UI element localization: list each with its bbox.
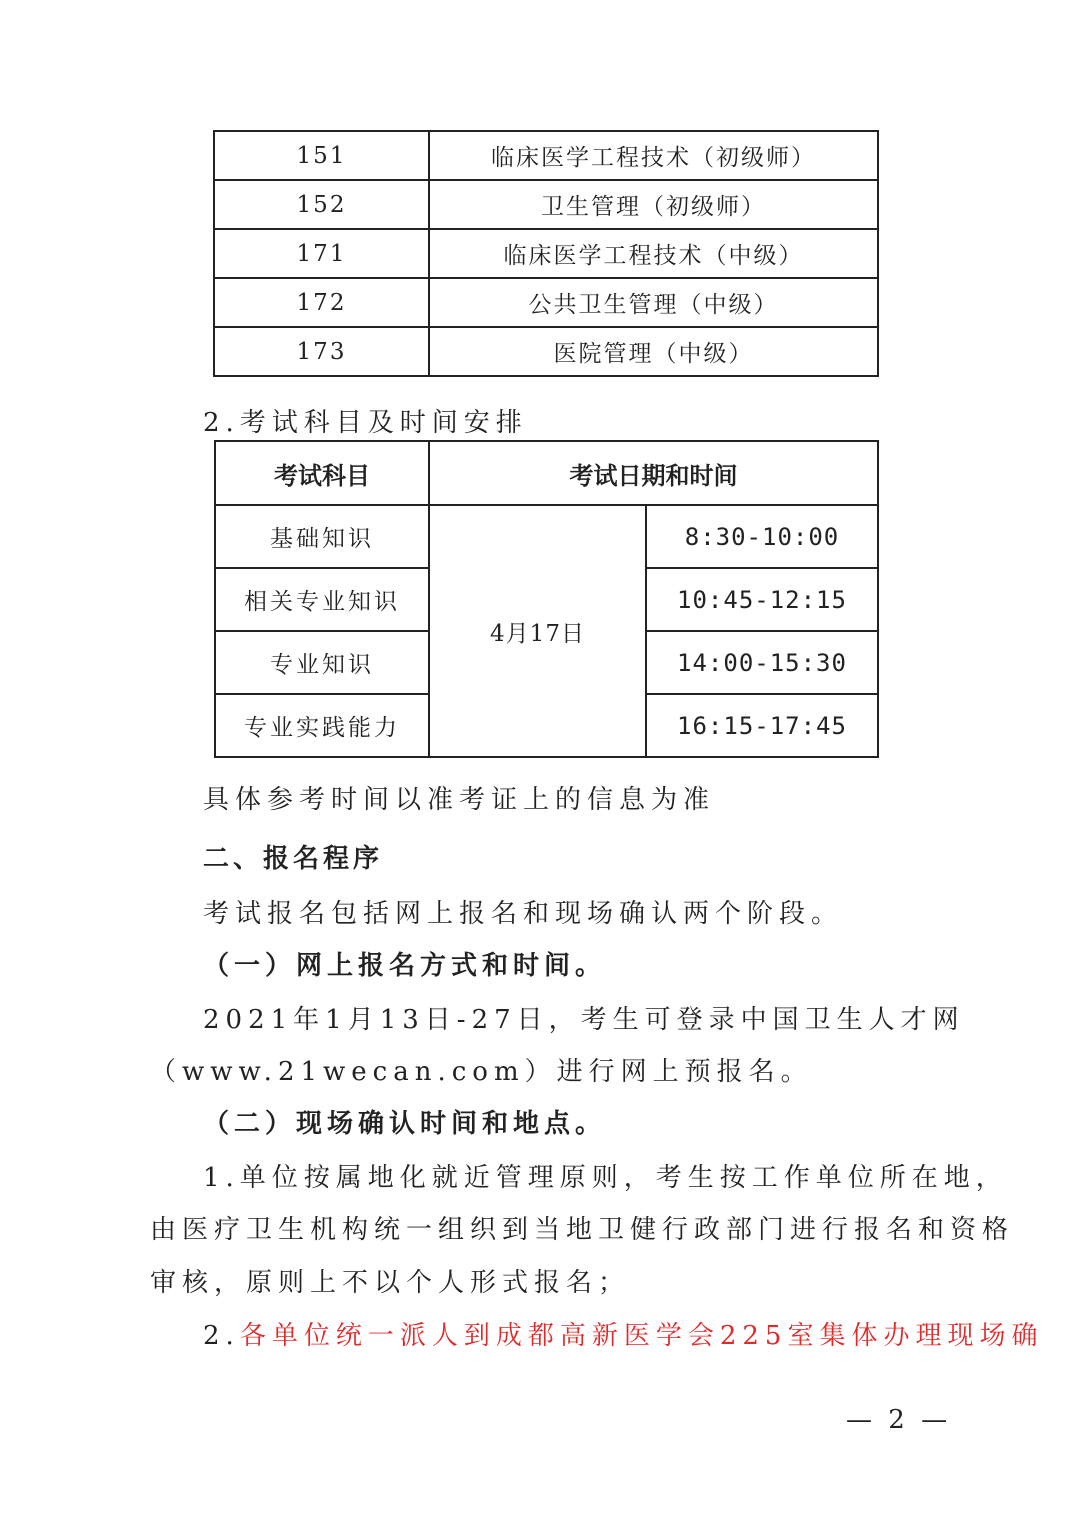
paragraph-online-registration-1: 2021年1月13日-27日，考生可登录中国卫生人才网 <box>203 1005 965 1035</box>
exam-code: 173 <box>214 327 429 376</box>
exam-specialty-name: 临床医学工程技术（中级） <box>429 229 878 278</box>
paragraph-registration-stages: 考试报名包括网上报名和现场确认两个阶段。 <box>203 899 844 929</box>
subheading-online-registration: （一）网上报名方式和时间。 <box>203 951 607 981</box>
exam-specialty-name: 临床医学工程技术（初级师） <box>429 131 878 180</box>
schedule-subject: 专业实践能力 <box>215 694 429 757</box>
exam-code-row <box>214 180 878 229</box>
schedule-date: 4月17日 <box>429 505 646 757</box>
exam-code-row <box>214 131 878 180</box>
exam-code-row <box>214 229 878 278</box>
reference-time-note: 具体参考时间以准考证上的信息为准 <box>203 785 716 815</box>
exam-code: 151 <box>214 131 429 180</box>
exam-schedule-table <box>214 440 879 758</box>
item-1-line-1: 1.单位按属地化就近管理原则，考生按工作单位所在地， <box>203 1163 1008 1193</box>
page-number: — 2 — <box>846 1405 952 1435</box>
schedule-time: 14:00-15:30 <box>646 631 878 694</box>
heading-registration-procedure: 二、报名程序 <box>203 844 384 874</box>
subheading-onsite-confirmation: （二）现场确认时间和地点。 <box>203 1109 607 1139</box>
schedule-subject: 专业知识 <box>215 631 429 694</box>
exam-code: 152 <box>214 180 429 229</box>
schedule-header-datetime: 考试日期和时间 <box>429 441 878 505</box>
schedule-header-subject: 考试科目 <box>215 441 429 505</box>
item-2-number: 2. <box>203 1321 240 1351</box>
section-title-schedule: 2.考试科目及时间安排 <box>203 408 528 438</box>
schedule-row <box>215 505 878 568</box>
item-1-line-3: 审核，原则上不以个人形式报名； <box>150 1268 631 1298</box>
schedule-time: 10:45-12:15 <box>646 568 878 631</box>
exam-codes-table-body <box>214 131 878 376</box>
exam-codes-table <box>213 130 879 377</box>
exam-specialty-name: 公共卫生管理（中级） <box>429 278 878 327</box>
schedule-subject: 相关专业知识 <box>215 568 429 631</box>
exam-code-row <box>214 278 878 327</box>
schedule-time: 16:15-17:45 <box>646 694 878 757</box>
exam-specialty-name: 卫生管理（初级师） <box>429 180 878 229</box>
item-2-highlighted-text: 各单位统一派人到成都高新医学会225室集体办理现场确 <box>239 1321 1044 1351</box>
item-2-line <box>203 1315 1043 1352</box>
exam-code-row <box>214 327 878 376</box>
paragraph-online-registration-2: （www.21wecan.com）进行网上预报名。 <box>150 1057 813 1087</box>
item-1-line-2: 由医疗卫生机构统一组织到当地卫健行政部门进行报名和资格 <box>150 1215 1015 1245</box>
schedule-time: 8:30-10:00 <box>646 505 878 568</box>
exam-code: 171 <box>214 229 429 278</box>
exam-specialty-name: 医院管理（中级） <box>429 327 878 376</box>
exam-code: 172 <box>214 278 429 327</box>
schedule-subject: 基础知识 <box>215 505 429 568</box>
